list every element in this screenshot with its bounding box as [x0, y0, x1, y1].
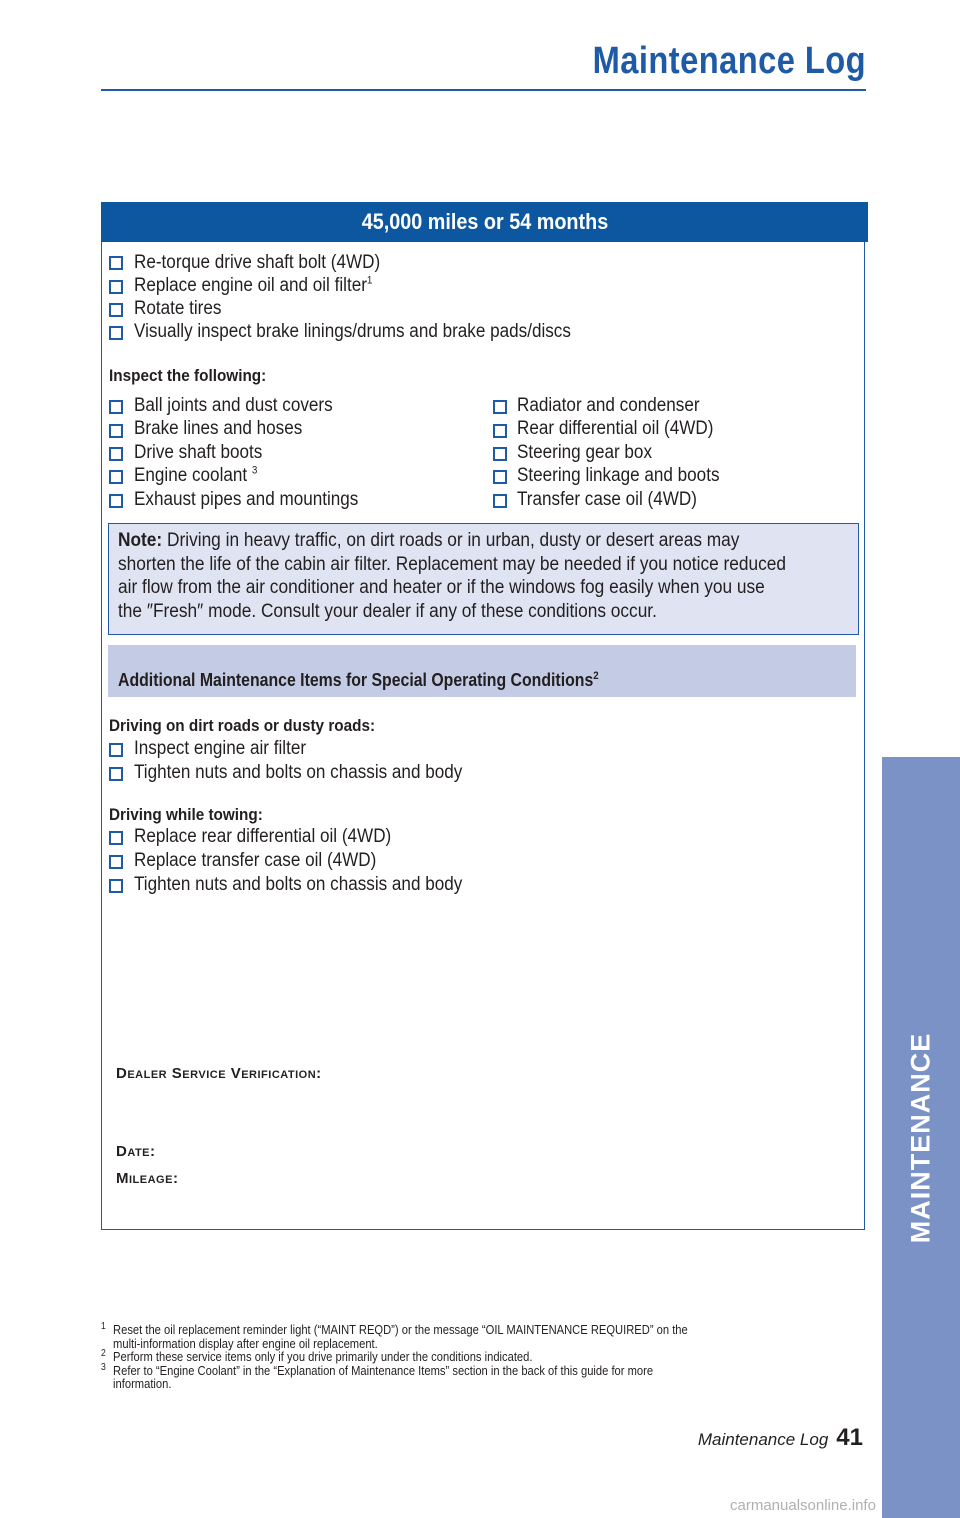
checkbox-rear-differential[interactable] [493, 424, 507, 438]
service-item: Visually inspect brake linings/drums and brake pads/discs [134, 321, 571, 342]
page-title: Maintenance Log [592, 40, 866, 82]
date-label: Date: [116, 1143, 156, 1160]
checkbox-steering-gear[interactable] [493, 447, 507, 461]
special-item: Replace rear differential oil (4WD) [134, 826, 392, 847]
dirt-roads-heading: Driving on dirt roads or dusty roads: [109, 716, 376, 735]
title-divider [101, 89, 866, 91]
watermark: carmanualsonline.info [730, 1497, 876, 1514]
inspect-item: Exhaust pipes and mountings [134, 489, 359, 510]
interval-header-text: 45,000 miles or 54 months [361, 209, 608, 234]
checkbox-retorque-drive-shaft[interactable] [109, 256, 123, 270]
dealer-verification-label: Dealer Service Verification: [116, 1065, 322, 1082]
checkbox-inspect-brakes[interactable] [109, 326, 123, 340]
inspect-item: Rear differential oil (4WD) [517, 418, 714, 439]
footnotes [101, 1323, 823, 1391]
checkbox-ball-joints[interactable] [109, 400, 123, 414]
mileage-label: Mileage: [116, 1170, 179, 1187]
side-tab-label: MAINTENANCE [905, 1032, 936, 1244]
inspect-item: Engine coolant $^3$ [134, 464, 258, 486]
service-item: Re-torque drive shaft bolt (4WD) [134, 252, 381, 273]
checkbox-transfer-case[interactable] [493, 494, 507, 508]
special-conditions-heading: Additional Maintenance Items for Special Operating Conditions$^2$ [118, 670, 599, 690]
checkbox-rear-diff-oil[interactable] [109, 831, 123, 845]
checkbox-replace-oil[interactable] [109, 280, 123, 294]
checkbox-exhaust-pipes[interactable] [109, 494, 123, 508]
service-item: Rotate tires [134, 298, 222, 319]
inspect-item: Steering linkage and boots [517, 465, 720, 486]
interval-header [101, 202, 868, 242]
inspect-item: Radiator and condenser [517, 395, 700, 416]
special-item: Replace transfer case oil (4WD) [134, 850, 377, 871]
towing-heading: Driving while towing: [109, 805, 263, 824]
page-footer [600, 1424, 863, 1452]
special-item: Tighten nuts and bolts on chassis and body [134, 762, 463, 783]
checkbox-engine-coolant[interactable] [109, 470, 123, 484]
footnote-2: 2 Perform these service items only if you drive primarily under the conditions indicated. [101, 1348, 533, 1364]
checkbox-tighten-nuts-dirt[interactable] [109, 767, 123, 781]
note-text: Note: Driving in heavy traffic, on dirt roads or in urban, dusty or desert areas may shorten the life of the cabin air filter. Replacement may be needed if you notice reduced air flow from the air conditioner and heater or if the windows fog easily when you use the ″Fresh″ mode. Consult your dealer if any of these conditions occur. [118, 530, 786, 622]
inspect-item: Transfer case oil (4WD) [517, 489, 697, 510]
checkbox-tighten-nuts-tow[interactable] [109, 879, 123, 893]
checkbox-rotate-tires[interactable] [109, 303, 123, 317]
inspect-item: Drive shaft boots [134, 442, 263, 463]
inspect-heading: Inspect the following: [109, 366, 267, 385]
checkbox-brake-lines[interactable] [109, 424, 123, 438]
special-item: Inspect engine air filter [134, 738, 307, 759]
inspect-item: Steering gear box [517, 442, 652, 463]
special-item: Tighten nuts and bolts on chassis and body [134, 874, 463, 895]
inspect-item: Ball joints and dust covers [134, 395, 333, 416]
footnote-1: 1 Reset the oil replacement reminder light (“MAINT REQD”) or the message “OIL MAINTENANCE REQUIRED” on the multi-information display after engine oil replacement. [101, 1321, 688, 1351]
checkbox-inspect-air-filter[interactable] [109, 743, 123, 757]
service-item: Replace engine oil and oil filter$^1$ [134, 274, 373, 296]
inspect-item: Brake lines and hoses [134, 418, 303, 439]
checkbox-radiator[interactable] [493, 400, 507, 414]
page-number: 41 [836, 1424, 863, 1451]
footnote-3: 3 Refer to “Engine Coolant” in the “Explanation of Maintenance Items” section in the back of this guide for more information. [101, 1361, 654, 1391]
checkbox-drive-shaft-boots[interactable] [109, 447, 123, 461]
checkbox-transfer-case-oil[interactable] [109, 855, 123, 869]
footer-label: Maintenance Log [697, 1430, 829, 1449]
checkbox-steering-linkage[interactable] [493, 470, 507, 484]
